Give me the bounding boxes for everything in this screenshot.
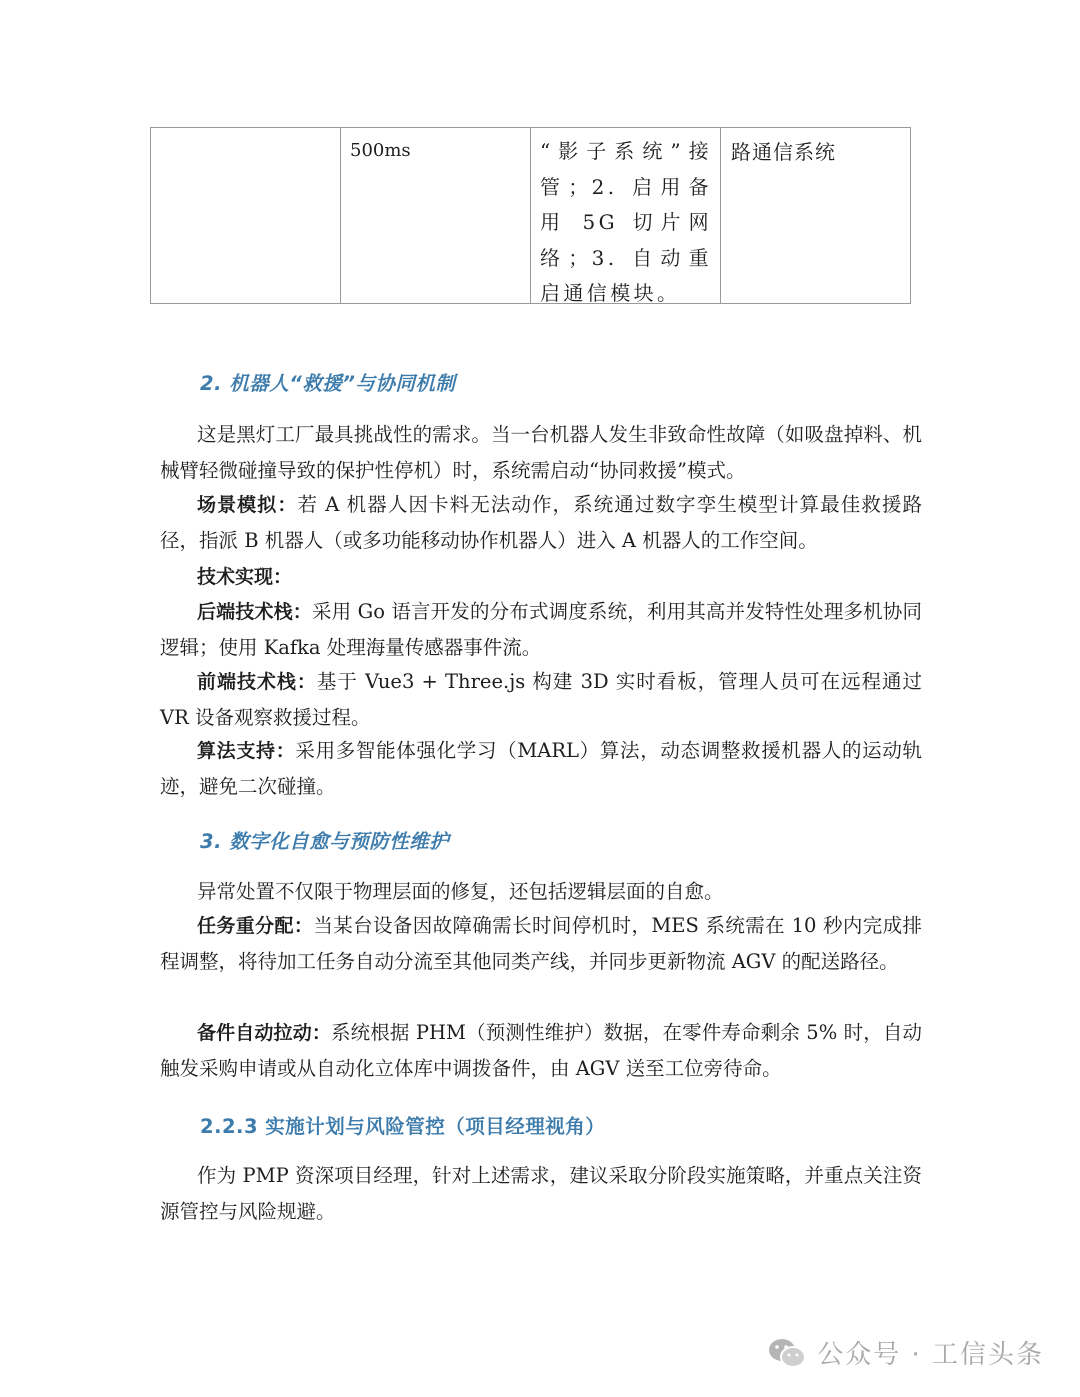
frontend-label: 前端技术栈： [197, 671, 317, 693]
task-reassign-label: 任务重分配： [197, 915, 314, 937]
parts-pull-label: 备件自动拉动： [197, 1022, 331, 1044]
section-3-intro-text: 异常处置不仅限于物理层面的修复，还包括逻辑层面的自愈。 [197, 880, 724, 903]
frontend-text: 基于 Vue3 + Three.js 构建 3D 实时看板，管理人员可在远程通过 VR 设备观察救援过程。 [160, 670, 922, 729]
task-reassign-paragraph [160, 908, 922, 980]
scenario-paragraph [160, 487, 922, 559]
section-2-intro [160, 417, 922, 489]
scenario-text: 若 A 机器人因卡料无法动作，系统通过数字孪生模型计算最佳救援路径，指派 B 机器人（或多功能移动协作机器人）进入 A 机器人的工作空间。 [160, 493, 922, 552]
parts-pull-paragraph [160, 1015, 922, 1087]
section-2-heading: 2. 机器人“救援”与协同机制 [200, 372, 456, 395]
algorithm-text: 采用多智能体强化学习（MARL）算法，动态调整救援机器人的运动轨迹，避免二次碰撞。 [160, 739, 922, 798]
backend-paragraph [160, 594, 922, 666]
watermark-text: 公众号 · 工信头条 [817, 1340, 1044, 1370]
scenario-label: 场景模拟： [197, 494, 298, 516]
section-3-heading: 3. 数字化自愈与预防性维护 [200, 830, 450, 853]
watermark [767, 1334, 1044, 1371]
tech-label-paragraph [160, 559, 922, 595]
table-cell-1 [151, 128, 341, 303]
section-223-intro-text: 作为 PMP 资深项目经理，针对上述需求，建议采取分阶段实施策略，并重点关注资源管控与风险规避。 [160, 1164, 922, 1223]
parts-pull-text: 系统根据 PHM（预测性维护）数据，在零件寿命剩余 5% 时，自动触发采购申请或从自动化立体库中调拨备件，由 AGV 送至工位旁待命。 [160, 1021, 922, 1080]
section-223-heading: 2.2.3 实施计划与风险管控（项目经理视角） [200, 1115, 606, 1138]
algorithm-label: 算法支持： [197, 740, 296, 762]
task-reassign-text: 当某台设备因故障确需长时间停机时，MES 系统需在 10 秒内完成排程调整，将待加工任务自动分流至其他同类产线，并同步更新物流 AGV 的配送路径。 [160, 914, 922, 973]
algorithm-paragraph [160, 733, 922, 805]
section-223-intro [160, 1158, 922, 1230]
backend-label: 后端技术栈： [197, 601, 312, 623]
frontend-paragraph [160, 664, 922, 736]
table-cell-2: 500ms [341, 128, 531, 303]
wechat-icon [767, 1336, 807, 1370]
section-2-intro-text: 这是黑灯工厂最具挑战性的需求。当一台机器人发生非致命性故障（如吸盘掉料、机械臂轻微碰撞导致的保护性停机）时，系统需启动“协同救援”模式。 [160, 423, 922, 482]
table-cell-3: “影子系统”接管；2. 启用备用 5G 切片网络；3. 自动重启通信模块。 [531, 128, 721, 303]
requirements-table [150, 127, 911, 304]
table-cell-4: 路通信系统 [731, 140, 836, 164]
backend-text: 采用 Go 语言开发的分布式调度系统，利用其高并发特性处理多机协同逻辑；使用 Kafka 处理海量传感器事件流。 [160, 600, 922, 659]
section-3-intro [160, 874, 922, 910]
tech-label: 技术实现： [197, 566, 293, 588]
